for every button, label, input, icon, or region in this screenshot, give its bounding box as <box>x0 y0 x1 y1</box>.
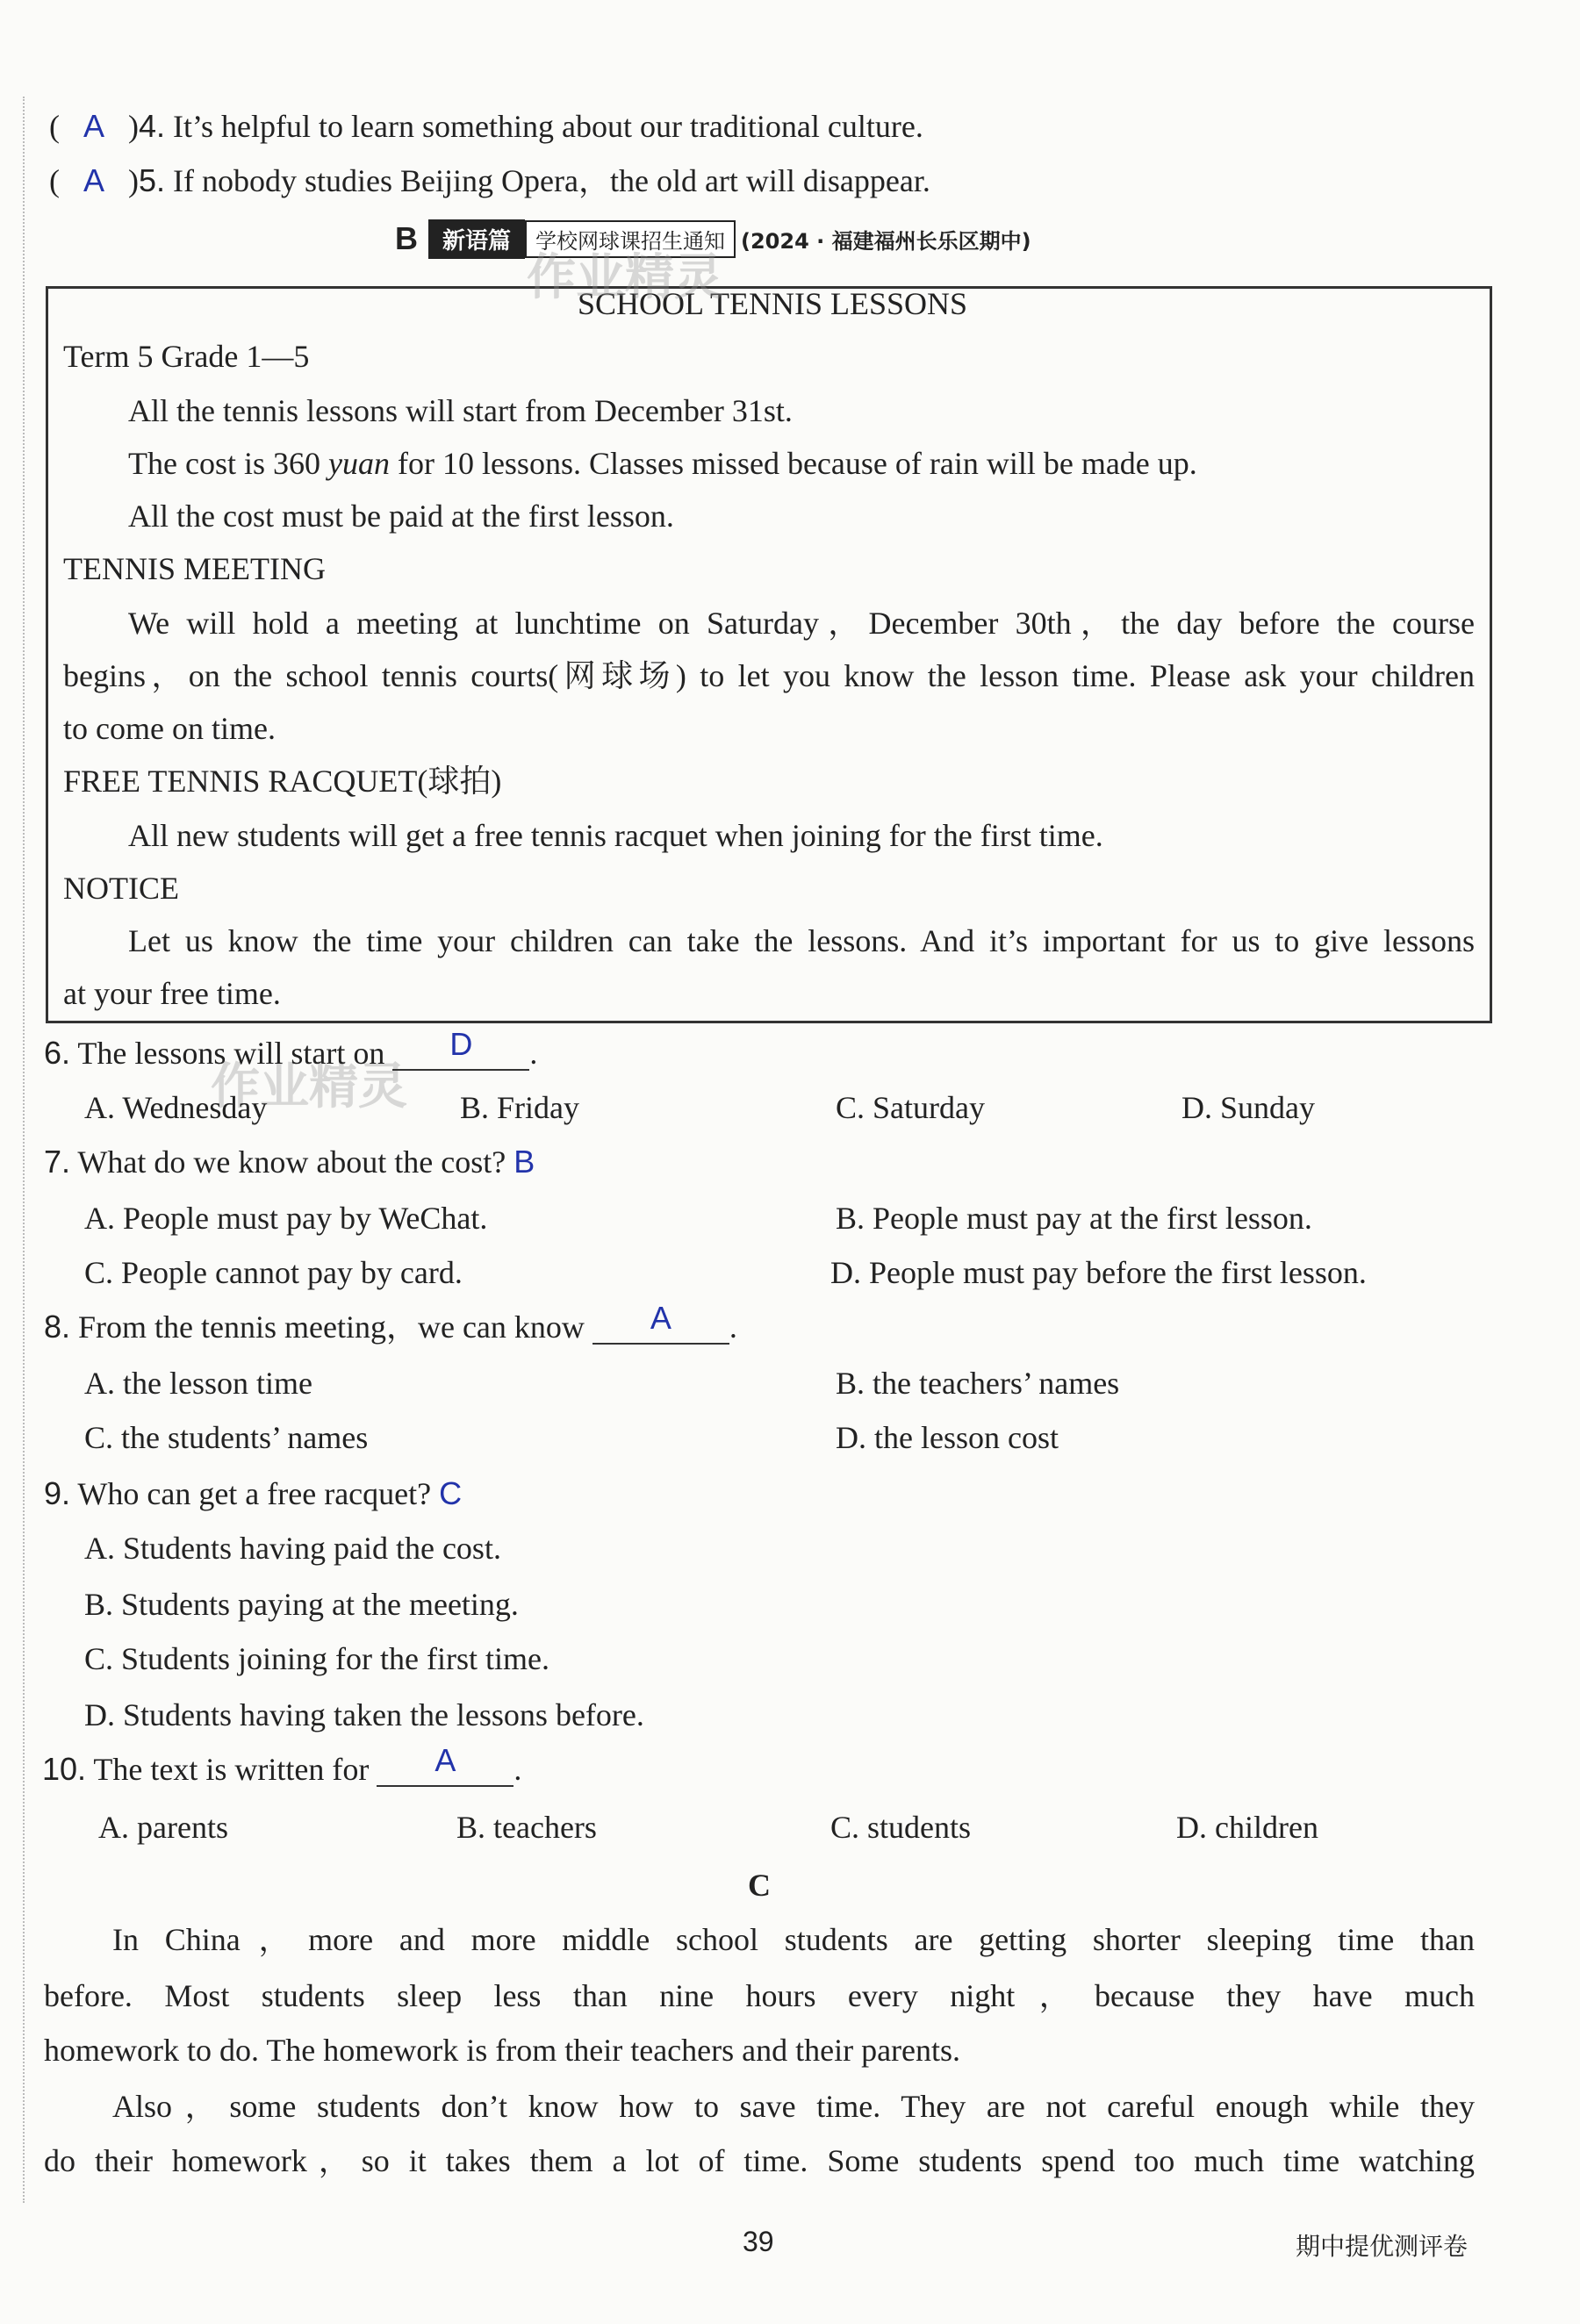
paren: ( <box>49 163 60 198</box>
notice-p1: All the tennis lessons will start from December 31st. <box>128 393 793 428</box>
option-9b: B. Students paying at the meeting. <box>84 1587 519 1622</box>
section-tag: 新语篇 <box>428 219 525 259</box>
section-c-p1-line2: before. Most students sleep less than nine hours every night，because they have much <box>44 1978 1475 2013</box>
question-5 <box>49 161 930 200</box>
option-8b: B. the teachers’ names <box>836 1366 1120 1401</box>
option-7c: C. People cannot pay by card. <box>84 1255 463 1290</box>
section-title: 学校网球课招生通知 <box>525 220 736 258</box>
answer-7: B <box>514 1144 535 1180</box>
question-text: If nobody studies Beijing Opera，the old art will disappear. <box>173 163 930 198</box>
option-10b: B. teachers <box>456 1810 597 1845</box>
question-stem: From the tennis meeting，we can know <box>78 1309 585 1345</box>
question-number: 7. <box>44 1144 71 1180</box>
question-stem: The text is written for <box>93 1752 370 1787</box>
section-c-p1-line1: In China，more and more middle school students are getting shorter sleeping time than <box>112 1922 1475 1957</box>
option-7b: B. People must pay at the first lesson. <box>836 1201 1312 1236</box>
question-stem: What do we know about the cost? <box>77 1144 506 1180</box>
notice-section-heading: NOTICE <box>63 871 179 906</box>
racquet-heading: FREE TENNIS RACQUET(球拍) <box>63 764 502 799</box>
notice-p2-text: for 10 lessons. Classes missed because of rain will be made up. <box>389 446 1197 481</box>
section-letter: B <box>395 220 418 256</box>
question-9 <box>44 1474 462 1513</box>
paren: ( <box>49 109 60 144</box>
question-10 <box>42 1742 522 1789</box>
racquet-text: All new students will get a free tennis racquet when joining for the first time. <box>128 818 1103 853</box>
option-9c: C. Students joining for the first time. <box>84 1641 549 1676</box>
question-8 <box>44 1300 737 1346</box>
option-8a: A. the lesson time <box>84 1366 312 1401</box>
notice-p2-text: The cost is 360 <box>128 446 328 481</box>
meeting-line-2: begins，on the school tennis courts(网球场) to let you know the lesson time. Please ask your children <box>63 658 1475 693</box>
answer-5: A <box>83 162 105 198</box>
answer-blank <box>377 1742 514 1787</box>
question-text: It’s helpful to learn something about our traditional culture. <box>173 109 923 144</box>
meeting-heading: TENNIS MEETING <box>63 551 326 586</box>
option-9a: A. Students having paid the cost. <box>84 1531 501 1566</box>
question-6 <box>44 1026 538 1072</box>
section-c-p2-line1: Also，some students don’t know how to save time. They are not careful enough while they <box>112 2089 1475 2124</box>
notice-line-2: at your free time. <box>63 976 281 1011</box>
notice-heading: SCHOOL TENNIS LESSONS <box>577 286 968 321</box>
answer-4: A <box>83 108 105 144</box>
answer-6: D <box>449 1026 473 1062</box>
question-number: 4. <box>139 108 166 144</box>
option-7a: A. People must pay by WeChat. <box>84 1201 488 1236</box>
question-number: 5. <box>139 162 166 198</box>
answer-blank <box>592 1300 729 1345</box>
option-6a: A. Wednesday <box>84 1090 268 1125</box>
question-4 <box>49 107 923 146</box>
option-10d: D. children <box>1176 1810 1318 1845</box>
question-stem: Who can get a free racquet? <box>77 1476 432 1511</box>
period: . <box>514 1752 522 1787</box>
question-number: 10. <box>42 1751 87 1787</box>
option-8c: C. the students’ names <box>84 1420 369 1455</box>
answer-8: A <box>650 1300 672 1336</box>
option-9d: D. Students having taken the lessons before. <box>84 1697 644 1732</box>
option-8d: D. the lesson cost <box>836 1420 1059 1455</box>
notice-line-1: Let us know the time your children can take the lessons. And it’s important for us to give lessons <box>128 923 1475 958</box>
section-source: (2024 · 福建福州长乐区期中) <box>741 228 1031 254</box>
paren: ) <box>128 109 140 144</box>
question-number: 6. <box>44 1035 71 1071</box>
option-6b: B. Friday <box>460 1090 580 1125</box>
notice-p2 <box>128 444 1197 483</box>
option-10c: C. students <box>830 1810 972 1845</box>
option-6c: C. Saturday <box>836 1090 985 1125</box>
section-c-letter: C <box>748 1868 771 1903</box>
question-number: 9. <box>44 1475 71 1511</box>
section-c-p1-line3: homework to do. The homework is from their teachers and their parents. <box>44 2033 961 2068</box>
answer-blank <box>392 1026 529 1071</box>
question-7 <box>44 1143 535 1181</box>
option-10a: A. parents <box>98 1810 228 1845</box>
option-6d: D. Sunday <box>1181 1090 1315 1125</box>
answer-10: A <box>434 1742 456 1778</box>
meeting-line-1: We will hold a meeting at lunchtime on Saturday，December 30th，the day before the course <box>128 606 1475 641</box>
answer-9: C <box>439 1475 463 1511</box>
option-7d: D. People must pay before the first lesson. <box>830 1255 1367 1290</box>
watermark: 作业精灵 <box>211 1058 407 1115</box>
paren: ) <box>128 163 140 198</box>
book-title: 期中提优测评卷 <box>1296 2232 1469 2261</box>
question-stem: The lessons will start on <box>77 1036 385 1071</box>
notice-p3: All the cost must be paid at the first lesson. <box>128 499 674 534</box>
question-number: 8. <box>44 1309 71 1345</box>
notice-term: Term 5 Grade 1—5 <box>63 339 310 374</box>
section-c-p2-line2: do their homework，so it takes them a lot of time. Some students spend too much time watching <box>44 2143 1475 2178</box>
watermark: 作业精灵 <box>527 249 723 306</box>
period: . <box>529 1036 538 1071</box>
page-number: 39 <box>743 2226 774 2257</box>
meeting-line-3: to come on time. <box>63 711 276 746</box>
notice-p2-yuan: yuan <box>327 446 390 481</box>
period: . <box>729 1309 737 1345</box>
